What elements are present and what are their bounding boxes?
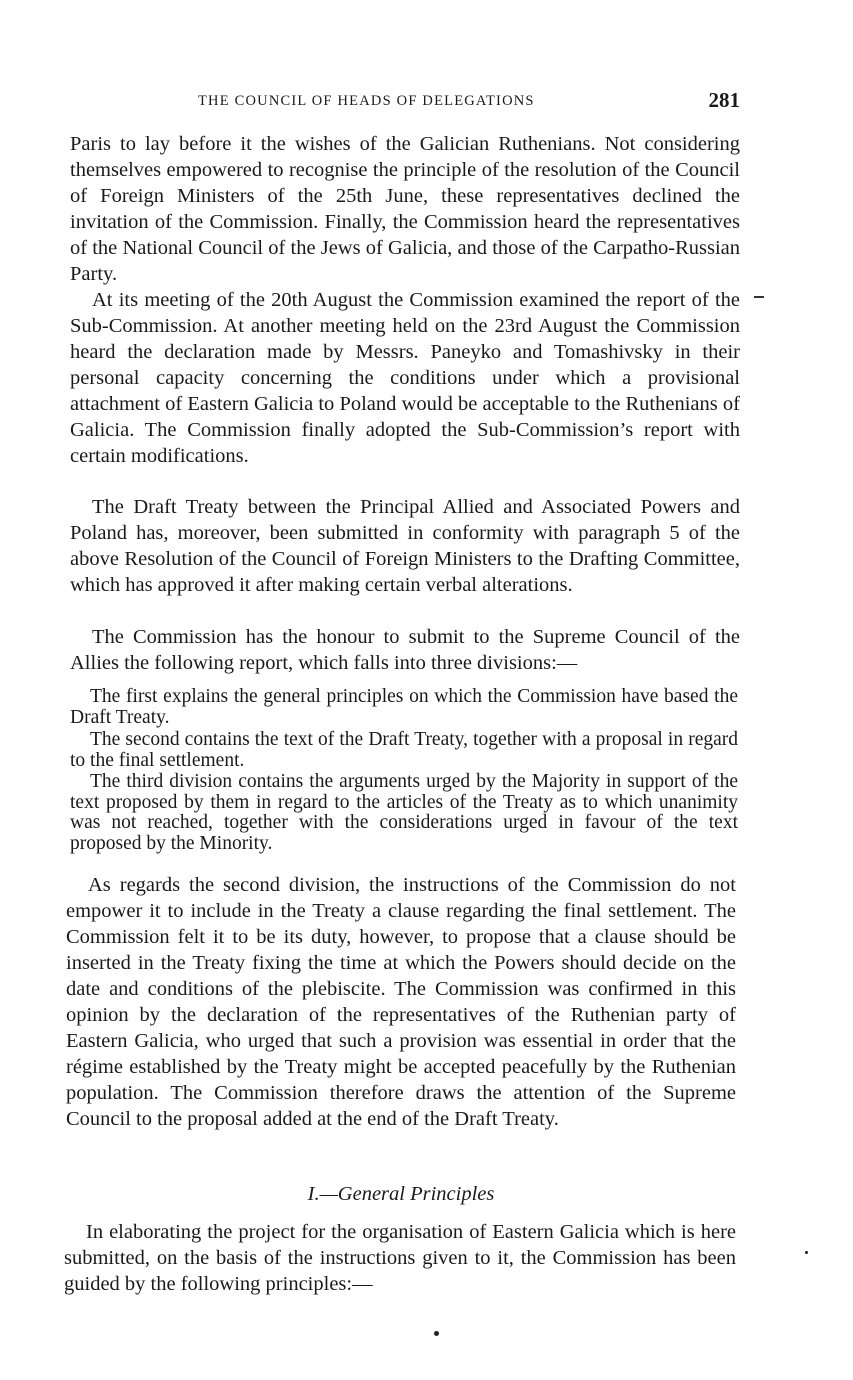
division-first: The first explains the general principles on which the Commission have based the Draft Treaty. [70,686,738,728]
section-heading: I.—General Principles [307,1183,495,1205]
paragraph-report-divisions: The Commission has the honour to submit to the Supreme Council of the Allies the following report, which falls into three divisions:— [70,626,740,674]
running-title: THE COUNCIL OF HEADS OF DELEGATIONS [198,93,535,109]
page-number: 281 [708,88,740,112]
division-second: The second contains the text of the Draft Treaty, together with a proposal in regard to the final settlement. [70,729,738,771]
margin-dot-mark [805,1251,808,1254]
paragraph-general-principles: In elaborating the project for the organisation of Eastern Galicia which is here submitted, on the basis of the instructions given to it, the Commission has been guided by the following principles:— [64,1221,736,1295]
paragraph-ruthenian-representatives: Paris to lay before it the wishes of the Galician Ruthenians. Not considering themselves empowered to recognise the principle of the resolution of the Council of Foreign Ministers of the 25th June, these representatives declined the invitation of the Commission. Finally, the Commission heard the representatives of the National Council of the Jews of Galicia, and those of the Carpatho-Russian Party. [70,133,740,285]
paragraph-draft-treaty-submission: The Draft Treaty between the Principal Allied and Associated Powers and Poland has, moreover, been submitted in conformity with paragraph 5 of the above Resolution of the Council of Foreign Ministers to the Drafting Committee, which has approved it after making certain verbal alterations. [70,496,740,596]
division-third: The third division contains the arguments urged by the Majority in support of the text proposed by them in regard to the articles of the Treaty as to which unanimity was not reached, together with the considerations urged in favour of the text proposed by the Minority. [70,771,738,854]
paragraph-commission-meetings: At its meeting of the 20th August the Commission examined the report of the Sub-Commission. At another meeting held on the 23rd August the Commission heard the declaration made by Messrs. Paneyko and Tomashivsky in their personal capacity concerning the conditions under which a provisional attachment of Eastern Galicia to Poland would be acceptable to the Ruthenians of Galicia. The Commission finally adopted the Sub-Commission’s report with certain modifications. [70,289,740,467]
margin-dash-mark [754,296,764,298]
paragraph-second-division: As regards the second division, the instructions of the Commission do not empower it to include in the Treaty a clause regarding the final settlement. The Commission felt it to be its duty, however, to propose that a clause should be inserted in the Treaty fixing the time at which the Powers should decide on the date and conditions of the plebiscite. The Commission was confirmed in this opinion by the declaration of the representatives of the Ruthenian party of Eastern Galicia, who urged that such a provision was essential in order that the régime established by the Treaty might be accepted peacefully by the Ruthenian population. The Commission therefore draws the attention of the Supreme Council to the proposal added at the end of the Draft Treaty. [66,874,736,1130]
footer-dot-mark [434,1331,439,1336]
running-header [70,88,740,114]
